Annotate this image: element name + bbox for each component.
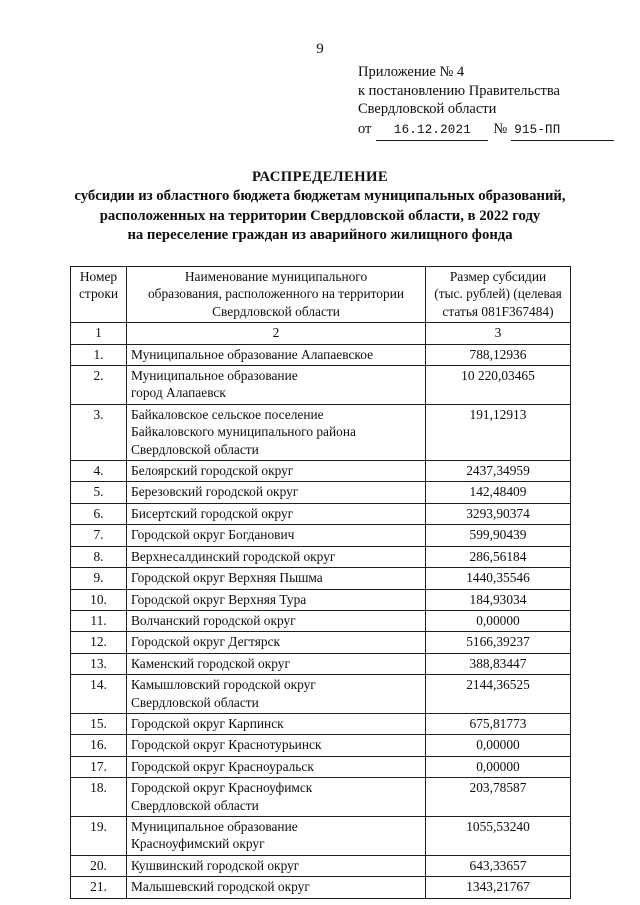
municipality-name-line: Каменский городской округ — [131, 655, 290, 671]
municipality-name-line: Муниципальное образование — [131, 368, 298, 384]
column-number-3: 3 — [426, 323, 571, 344]
subsidy-amount-cell: 2437,34959 — [426, 461, 571, 482]
municipality-name-line: Городской округ Богданович — [131, 527, 295, 543]
table-body — [71, 267, 571, 899]
table-row — [71, 632, 571, 653]
municipality-name-cell — [127, 816, 426, 855]
appendix-line-2: к постановлению Правительства — [358, 82, 560, 99]
municipality-name-cell — [127, 713, 426, 734]
subsidy-amount-cell: 5166,39237 — [426, 632, 571, 653]
municipality-name-line: Свердловской области — [131, 797, 259, 813]
row-number-cell: 8. — [71, 546, 127, 567]
table-row — [71, 525, 571, 546]
table-row — [71, 482, 571, 503]
row-number-cell: 11. — [71, 610, 127, 631]
row-number-cell: 19. — [71, 816, 127, 855]
municipality-name-cell — [127, 525, 426, 546]
municipality-name-cell — [127, 366, 426, 405]
municipality-name-cell — [127, 778, 426, 817]
table-row — [71, 877, 571, 898]
table-header-row — [71, 267, 571, 323]
table-row — [71, 610, 571, 631]
title-line-4: на переселение граждан из аварийного жилищного фонда — [127, 226, 513, 243]
municipality-name-line: Волчанский городской округ — [131, 612, 296, 628]
row-number-cell: 16. — [71, 735, 127, 756]
header-col3-line2: (тыс. рублей) (целевая — [434, 286, 562, 302]
municipality-name-line: Малышевский городской округ — [131, 879, 310, 895]
municipality-name-cell — [127, 632, 426, 653]
municipality-name-line: Городской округ Карпинск — [131, 715, 284, 731]
table-row — [71, 546, 571, 567]
distribution-table — [70, 266, 571, 899]
subsidy-amount-cell: 388,83447 — [426, 653, 571, 674]
municipality-name-line: Городской округ Верхняя Пышма — [131, 570, 323, 586]
header-col1-line2: строки — [78, 286, 119, 302]
row-number-cell: 14. — [71, 675, 127, 714]
row-number-cell: 9. — [71, 568, 127, 589]
table-row — [71, 653, 571, 674]
subsidy-amount-cell: 643,33657 — [426, 855, 571, 876]
subsidy-amount-cell: 142,48409 — [426, 482, 571, 503]
table-row — [71, 503, 571, 524]
subsidy-amount-cell: 1055,53240 — [426, 816, 571, 855]
table-row — [71, 344, 571, 365]
municipality-name-line: Байкаловское сельское поселение — [131, 406, 324, 422]
subsidy-amount-cell: 10 220,03465 — [426, 366, 571, 405]
table-row — [71, 366, 571, 405]
row-number-cell: 6. — [71, 503, 127, 524]
table-row — [71, 735, 571, 756]
appendix-reference-block — [358, 63, 618, 141]
municipality-name-cell — [127, 568, 426, 589]
municipality-name-line: Городской округ Верхняя Тура — [131, 591, 307, 607]
title-line-1: РАСПРЕДЕЛЕНИЕ — [251, 169, 389, 185]
municipality-name-line: Городской округ Красноуфимск — [131, 780, 313, 796]
decree-date-line — [358, 120, 618, 142]
row-number-cell: 17. — [71, 756, 127, 777]
subsidy-amount-cell: 675,81773 — [426, 713, 571, 734]
municipality-name-line: Байкаловского муниципального района — [131, 424, 356, 440]
row-number-cell: 3. — [71, 404, 127, 460]
date-label: от — [358, 120, 372, 137]
header-col2-line2: образования, расположенного на территории — [147, 286, 405, 302]
municipality-name-cell — [127, 653, 426, 674]
subsidy-amount-cell: 599,90439 — [426, 525, 571, 546]
table-row — [71, 816, 571, 855]
header-cell-subsidy-amount — [426, 267, 571, 323]
column-number-row — [71, 323, 571, 344]
municipality-name-line: город Алапаевск — [131, 385, 226, 401]
table-row — [71, 675, 571, 714]
decree-number-value: 915-ПП — [511, 121, 614, 142]
title-line-2: субсидии из областного бюджета бюджетам муниципальных образований, — [74, 188, 566, 205]
municipality-name-cell — [127, 735, 426, 756]
municipality-name-line: Белоярский городской округ — [131, 463, 294, 479]
row-number-cell: 15. — [71, 713, 127, 734]
row-number-cell: 18. — [71, 778, 127, 817]
table-row — [71, 589, 571, 610]
row-number-cell: 20. — [71, 855, 127, 876]
municipality-name-cell — [127, 461, 426, 482]
row-number-cell: 12. — [71, 632, 127, 653]
table-row — [71, 855, 571, 876]
table-row — [71, 713, 571, 734]
appendix-line-1: Приложение № 4 — [358, 64, 465, 80]
header-col3-line1: Размер субсидии — [449, 269, 547, 284]
subsidy-amount-cell: 788,12936 — [426, 344, 571, 365]
distribution-table-container — [70, 266, 570, 899]
subsidy-amount-cell: 203,78587 — [426, 778, 571, 817]
page-number: 9 — [316, 41, 324, 57]
municipality-name-line: Бисертский городской округ — [131, 505, 294, 521]
row-number-cell: 2. — [71, 366, 127, 405]
title-line-3: расположенных на территории Свердловской области, в 2022 году — [99, 207, 541, 224]
subsidy-amount-cell: 184,93034 — [426, 589, 571, 610]
subsidy-amount-cell: 0,00000 — [426, 756, 571, 777]
document-title — [30, 168, 610, 245]
municipality-name-cell — [127, 546, 426, 567]
header-cell-row-number — [71, 267, 127, 323]
municipality-name-line: Верхнесалдинский городской округ — [131, 548, 336, 564]
header-col1-line1: Номер — [79, 269, 118, 284]
table-row — [71, 404, 571, 460]
municipality-name-line: Городской округ Красноуральск — [131, 758, 314, 774]
table-row — [71, 568, 571, 589]
row-number-cell: 13. — [71, 653, 127, 674]
municipality-name-line: Муниципальное образование — [131, 818, 298, 834]
municipality-name-cell — [127, 877, 426, 898]
row-number-cell: 10. — [71, 589, 127, 610]
table-row — [71, 461, 571, 482]
column-number-1: 1 — [71, 323, 127, 344]
subsidy-amount-cell: 191,12913 — [426, 404, 571, 460]
municipality-name-line: Камышловский городской округ — [131, 677, 316, 693]
municipality-name-line: Городской округ Краснотурьинск — [131, 737, 322, 753]
header-col2-line3: Свердловской области — [212, 303, 340, 319]
subsidy-amount-cell: 286,56184 — [426, 546, 571, 567]
municipality-name-line: Муниципальное образование Алапаевское — [131, 346, 374, 362]
header-col2-line1: Наименование муниципального — [184, 269, 368, 284]
table-row — [71, 778, 571, 817]
row-number-cell: 21. — [71, 877, 127, 898]
municipality-name-cell — [127, 589, 426, 610]
row-number-cell: 4. — [71, 461, 127, 482]
municipality-name-cell — [127, 482, 426, 503]
subsidy-amount-cell: 3293,90374 — [426, 503, 571, 524]
municipality-name-line: Городской округ Дегтярск — [131, 634, 281, 650]
subsidy-amount-cell: 0,00000 — [426, 610, 571, 631]
row-number-cell: 7. — [71, 525, 127, 546]
subsidy-amount-cell: 1440,35546 — [426, 568, 571, 589]
appendix-line-3: Свердловской области — [358, 101, 497, 118]
header-col3-line3: статья 081F367484) — [442, 303, 554, 319]
subsidy-amount-cell: 2144,36525 — [426, 675, 571, 714]
municipality-name-line: Свердловской области — [131, 694, 259, 710]
municipality-name-cell — [127, 404, 426, 460]
table-row — [71, 756, 571, 777]
subsidy-amount-cell: 0,00000 — [426, 735, 571, 756]
decree-date-value: 16.12.2021 — [376, 121, 488, 142]
municipality-name-cell — [127, 675, 426, 714]
row-number-cell: 5. — [71, 482, 127, 503]
municipality-name-line: Свердловской области — [131, 441, 259, 457]
municipality-name-cell — [127, 756, 426, 777]
municipality-name-cell — [127, 855, 426, 876]
municipality-name-cell — [127, 344, 426, 365]
column-number-2: 2 — [127, 323, 426, 344]
row-number-cell: 1. — [71, 344, 127, 365]
municipality-name-cell — [127, 503, 426, 524]
number-label: № — [493, 120, 508, 137]
municipality-name-line: Красноуфимский округ — [131, 836, 265, 852]
municipality-name-line: Кушвинский городской округ — [131, 857, 300, 873]
header-cell-municipality-name — [127, 267, 426, 323]
subsidy-amount-cell: 1343,21767 — [426, 877, 571, 898]
municipality-name-line: Березовский городской округ — [131, 484, 299, 500]
municipality-name-cell — [127, 610, 426, 631]
